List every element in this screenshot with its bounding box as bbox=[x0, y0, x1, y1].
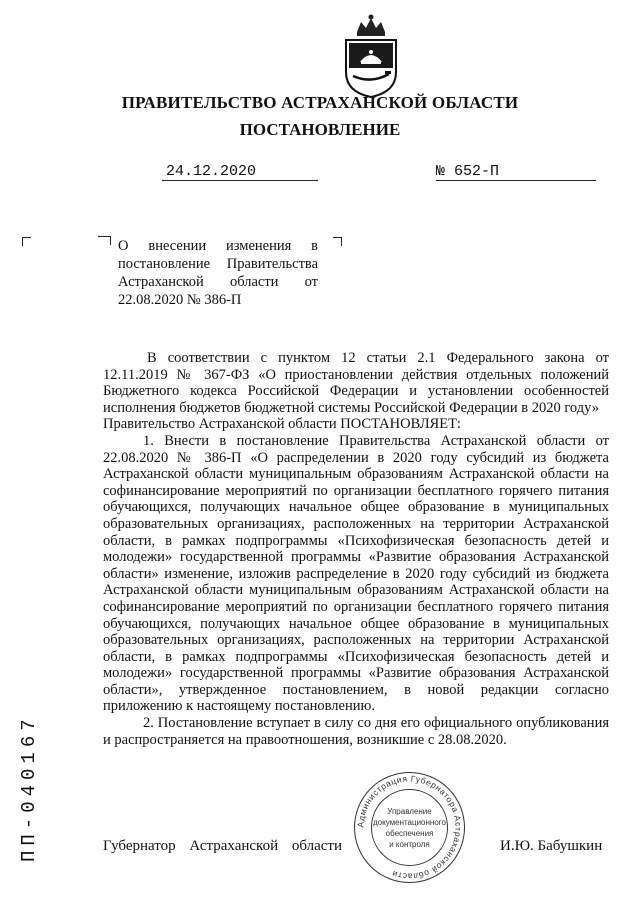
document-body bbox=[103, 350, 609, 748]
seal-line-1: Управление bbox=[387, 807, 432, 816]
corner-mark-subject-left bbox=[104, 236, 111, 245]
official-seal-stamp bbox=[352, 770, 467, 885]
seal-line-4: и контроля bbox=[389, 840, 430, 849]
item-2-paragraph: 2. Постановление вступает в силу со дня его официального опубликования и распространяется на правоотношения, возникшие с 28.08.2020. bbox=[103, 715, 609, 748]
seal-line-3: обеспечения bbox=[385, 829, 434, 838]
seal-ring-text: Администрация Губернатора Астраханской области bbox=[355, 773, 464, 882]
seal-line-2: документационного bbox=[373, 818, 446, 827]
resolves-line: Правительство Астраханской области ПОСТАНОВЛЯЕТ: bbox=[103, 416, 461, 433]
coat-of-arms-emblem bbox=[343, 12, 399, 98]
item-1-paragraph: 1. Внести в постановление Правительства Астраханской области от 22.08.2020 № 386-П «О распределении в 2020 году субсидий из бюджета Астраханской области муниципальным образованиям Астраханской области на софинансирование мероприятий по организации бесплатного горячего питания обучающихся, получающих начальное общее образование в муниципальных образовательных организациях, расположенных на территории Астраханской области, в рамках подпрограммы «Психофизическая безопасность детей и молодежи» государственной программы «Развитие образования Астраханской области» изменение, изложив распределение в 2020 году субсидий из бюджета Астраханской области муниципальным образованиям Астраханской области на софинансирование мероприятий по организации бесплатного горячего питания обучающихся, получающих начальное общее образование в муниципальных образовательных организациях, расположенных на территории Астраханской области, в рамках подпрограммы «Психофизическая безопасность детей и молодежи» государственной программы «Развитие образования Астраханской области», утвержденное постановлением, в новой редакции согласно приложению к настоящему постановлению. bbox=[103, 432, 609, 715]
document-number: № 652-П bbox=[436, 163, 596, 181]
form-serial-number: ПП-040167 bbox=[18, 714, 40, 862]
document-date: 24.12.2020 bbox=[162, 163, 318, 181]
organization-heading: ПРАВИТЕЛЬСТВО АСТРАХАНСКОЙ ОБЛАСТИ bbox=[121, 93, 519, 112]
corner-mark-subject-left-inner bbox=[98, 236, 104, 245]
corner-mark-right bbox=[333, 237, 342, 246]
signatory-title: Губернатор Астраханской области bbox=[103, 838, 343, 854]
document-subject: О внесении изменения в постановление Правительства Астраханской области от 22.08.2020 № 386-П bbox=[118, 238, 318, 308]
document-type-heading: ПОСТАНОВЛЕНИЕ bbox=[239, 120, 401, 139]
corner-mark-left bbox=[22, 237, 31, 246]
signatory-name: И.Ю. Бабушкин bbox=[500, 838, 603, 854]
preamble-paragraph: В соответствии с пунктом 12 статьи 2.1 Федерального закона от 12.11.2019 № 367-ФЗ «О приостановлении действия отдельных положений Бюджетного кодекса Российской Федерации и установлении особенностей исполнения бюджетов бюджетной системы Российской Федерации в 2020 году» bbox=[103, 350, 609, 416]
